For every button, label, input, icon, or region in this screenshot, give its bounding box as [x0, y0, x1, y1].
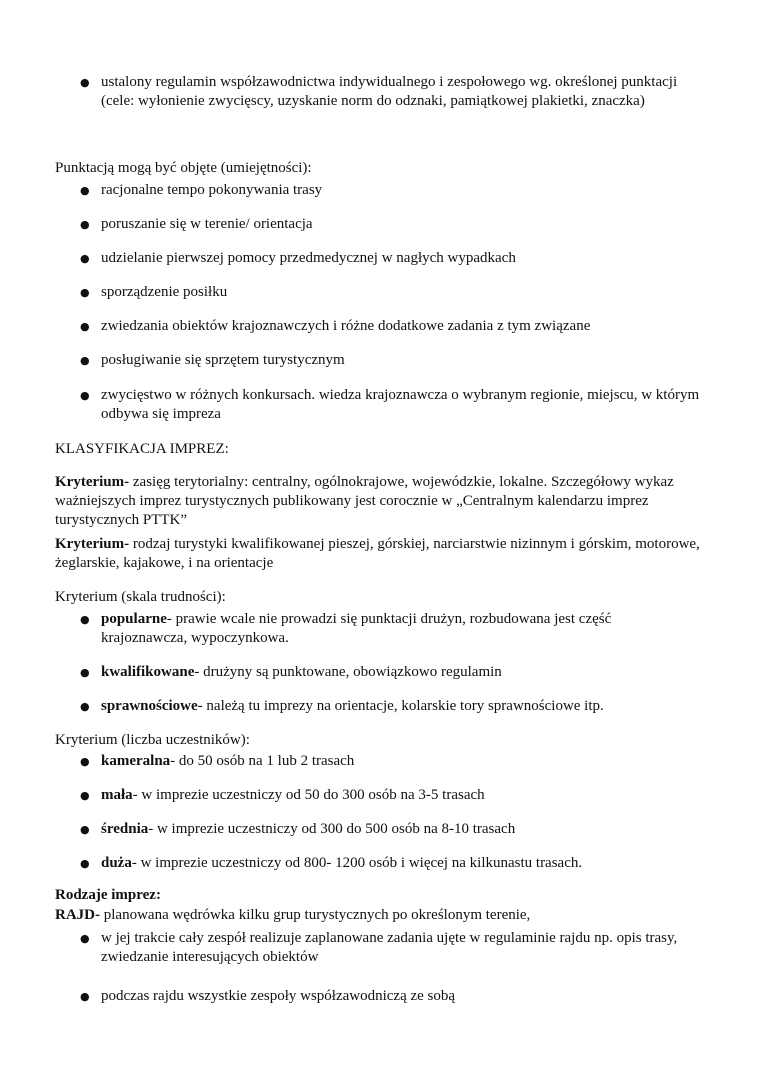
bullet-icon: ● — [80, 666, 90, 679]
classification-heading: KLASYFIKACJA IMPREZ: — [55, 441, 229, 457]
bullet-icon: ● — [80, 184, 90, 197]
event-types-heading: Rodzaje imprez: — [55, 887, 161, 903]
bullet-icon: ● — [80, 354, 90, 367]
rajd-definition: RAJD- planowana wędrówka kilku grup turystycznych po określonym terenie, — [55, 907, 531, 923]
bullet-icon: ● — [80, 252, 90, 265]
bullet-icon: ● — [80, 755, 90, 768]
document-page: ● ustalony regulamin współzawodnictwa indywidualnego i zespołowego wg. określonej punktacji (cele: wyłonienie zwycięscy, uzyskanie norm do odznaki, pamiątkowej plakietki, znaczka) Punktacją mogą być objęte (umiejętności): ● racjonalne tempo pokonywania trasy ● poruszanie się w terenie/ orientacja ● udzielanie pierwszej pomocy przedmedycznej w nagłych wypadkach ● sporządzenie posiłku ● zwiedzania obiektów krajoznawczych i różne dodatkowe zadania z tym związane ● posługiwanie się sprzętem turystycznym ● zwycięstwo w różnych konkursach. wiedza krajoznawcza o wybranym regionie, miejscu, w którym odbywa się impreza KLASYFIKACJA IMPREZ: Kryterium- zasięg terytorialny: centralny, ogólnokrajowe, wojewódzkie, lokalne. Szczegółowy wykaz ważniejszych imprez turystycznych publikowany jest corocznie w „Centralnym kalendarzu imprez turystycznych PTTK” Kryterium- rodzaj turystyki kwalifikowanej pieszej, górskiej, narciarstwie nizinnym i górskim, motorowe, żeglarskie, kajakowe, i na orientacje Kryterium (skala trudności): ● popularne- prawie wcale nie prowadzi się punktacji drużyn, rozbudowana jest część krajoznawcza, wypoczynkowa. ● kwalifikowane- drużyny są punktowane, obowiązkowo regulamin ● sprawnościowe- należą tu imprezy na orientacje, kolarskie tory sprawnościowe itp. Kryterium (liczba uczestników): ● kameralna- do 50 osób na 1 lub 2 trasach ● mała- w imprezie uczestniczy od 50 do 300 osób na 3-5 trasach ● średnia- w imprezie uczestniczy od 300 do 500 osób na 8-10 trasach ● duża- w imprezie uczestniczy od 800- 1200 osób i więcej na kilkunastu trasach. Rodzaje imprez: RAJD- planowana wędrówka kilku grup turystycznych po określonym terenie, ● w jej trakcie cały zespół realizuje zaplanowane zadania ujęte w regulaminie rajdu np. opis trasy, zwiedzanie interesujących obiektów ● podczas rajdu wszystkie zespoły współzawodniczą ze sobą — [0, 0, 760, 1075]
criterion-label: Kryterium- — [55, 536, 130, 552]
bullet-icon: ● — [80, 389, 90, 402]
criterion-tourism-type: Kryterium- rodzaj turystyki kwalifikowanej pieszej, górskiej, narciarstwie nizinnym i górskim, motorowe, żeglarskie, kajakowe, i na orientacje — [55, 536, 700, 571]
criterion-label: Kryterium- — [55, 474, 130, 490]
bullet-icon: ● — [80, 320, 90, 333]
bullet-icon: ● — [80, 932, 90, 945]
participants-heading: Kryterium (liczba uczestników): — [55, 732, 250, 748]
bullet-icon: ● — [80, 990, 90, 1003]
bullet-icon: ● — [80, 76, 90, 89]
skills-heading: Punktacją mogą być objęte (umiejętności): — [55, 160, 312, 176]
bullet-icon: ● — [80, 286, 90, 299]
bullet-icon: ● — [80, 218, 90, 231]
bullet-icon: ● — [80, 857, 90, 870]
bullet-icon: ● — [80, 789, 90, 802]
rajd-label: RAJD- — [55, 907, 100, 923]
criterion-territorial: Kryterium- zasięg terytorialny: centralny, ogólnokrajowe, wojewódzkie, lokalne. Szczegółowy wykaz ważniejszych imprez turystycznych publikowany jest corocznie w „Centralnym kalendarzu imprez turystycznych PTTK” — [55, 474, 674, 528]
bullet-icon: ● — [80, 700, 90, 713]
bullet-icon: ● — [80, 613, 90, 626]
difficulty-heading: Kryterium (skala trudności): — [55, 589, 226, 605]
bullet-icon: ● — [80, 823, 90, 836]
